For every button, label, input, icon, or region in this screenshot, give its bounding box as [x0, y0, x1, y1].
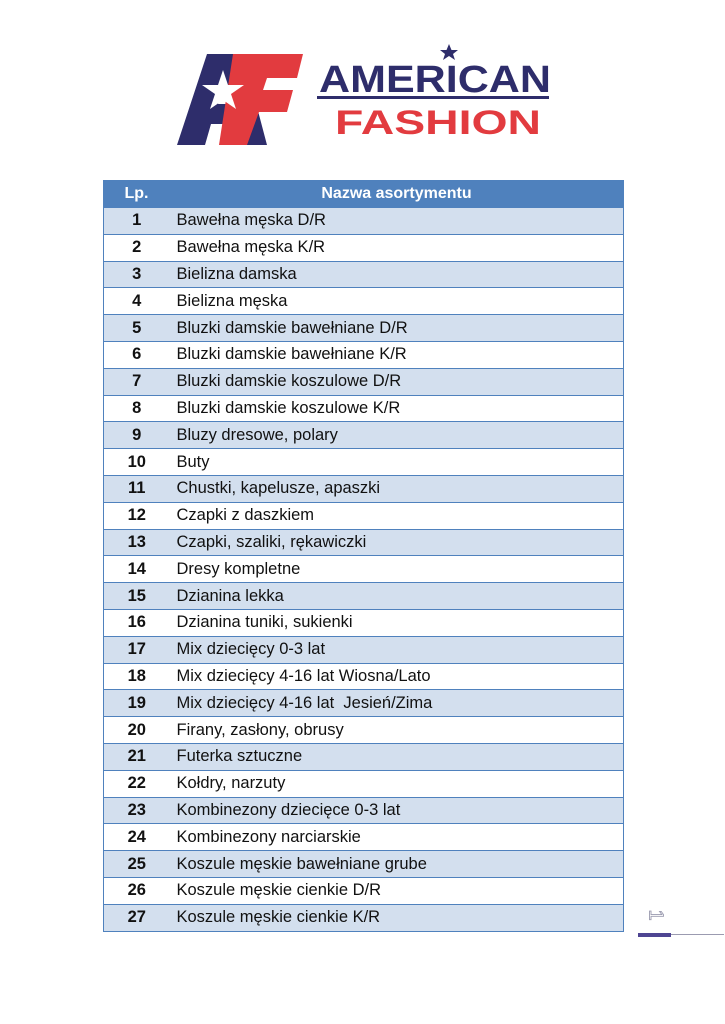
row-item-name: Bluzy dresowe, polary	[170, 422, 624, 449]
row-number: 3	[104, 261, 170, 288]
page-number-text: 1	[644, 909, 667, 921]
table-row	[104, 824, 624, 851]
row-number: 18	[104, 663, 170, 690]
table-row	[104, 556, 624, 583]
row-item-name: Czapki, szaliki, rękawiczki	[170, 529, 624, 556]
table-row	[104, 663, 624, 690]
row-number: 14	[104, 556, 170, 583]
table-row	[104, 502, 624, 529]
row-number: 20	[104, 717, 170, 744]
assortment-table	[103, 180, 624, 932]
row-number: 27	[104, 904, 170, 931]
table-row	[104, 475, 624, 502]
table-row	[104, 422, 624, 449]
row-item-name: Bielizna damska	[170, 261, 624, 288]
footer-accent-bar	[638, 933, 671, 937]
row-number: 12	[104, 502, 170, 529]
table-row	[104, 315, 624, 342]
table-row	[104, 583, 624, 610]
row-number: 24	[104, 824, 170, 851]
table-header-row	[104, 181, 624, 208]
row-item-name: Mix dziecięcy 4-16 lat Wiosna/Lato	[170, 663, 624, 690]
table-row	[104, 395, 624, 422]
logo-line1: AMERICAN	[319, 59, 551, 101]
row-number: 11	[104, 475, 170, 502]
table-row	[104, 609, 624, 636]
logo-line2: FASHION	[335, 104, 541, 142]
row-item-name: Buty	[170, 449, 624, 476]
row-number: 22	[104, 770, 170, 797]
table-row	[104, 449, 624, 476]
row-item-name: Bluzki damskie bawełniane D/R	[170, 315, 624, 342]
row-item-name: Futerka sztuczne	[170, 743, 624, 770]
row-number: 13	[104, 529, 170, 556]
table-row	[104, 743, 624, 770]
table-row	[104, 770, 624, 797]
row-item-name: Firany, zasłony, obrusy	[170, 717, 624, 744]
row-number: 6	[104, 341, 170, 368]
row-number: 2	[104, 234, 170, 261]
row-item-name: Bluzki damskie koszulowe K/R	[170, 395, 624, 422]
row-item-name: Bawełna męska K/R	[170, 234, 624, 261]
row-number: 1	[104, 208, 170, 235]
row-item-name: Dzianina tuniki, sukienki	[170, 609, 624, 636]
row-item-name: Bluzki damskie bawełniane K/R	[170, 341, 624, 368]
header-name: Nazwa asortymentu	[170, 181, 624, 208]
row-number: 9	[104, 422, 170, 449]
row-item-name: Mix dziecięcy 4-16 lat Jesień/Zima	[170, 690, 624, 717]
row-item-name: Chustki, kapelusze, apaszki	[170, 475, 624, 502]
row-number: 25	[104, 851, 170, 878]
row-number: 19	[104, 690, 170, 717]
row-item-name: Koszule męskie bawełniane grube	[170, 851, 624, 878]
row-number: 21	[104, 743, 170, 770]
table-row	[104, 368, 624, 395]
row-item-name: Kołdry, narzuty	[170, 770, 624, 797]
header-lp: Lp.	[104, 181, 170, 208]
row-number: 5	[104, 315, 170, 342]
row-number: 4	[104, 288, 170, 315]
row-number: 10	[104, 449, 170, 476]
row-item-name: Koszule męskie cienkie D/R	[170, 877, 624, 904]
table-row	[104, 904, 624, 931]
page-number	[644, 904, 670, 926]
row-item-name: Bawełna męska D/R	[170, 208, 624, 235]
table-row	[104, 690, 624, 717]
row-number: 7	[104, 368, 170, 395]
table-row	[104, 208, 624, 235]
brand-logo	[175, 40, 555, 148]
row-number: 15	[104, 583, 170, 610]
row-item-name: Bluzki damskie koszulowe D/R	[170, 368, 624, 395]
row-item-name: Dresy kompletne	[170, 556, 624, 583]
table-row	[104, 717, 624, 744]
table-row	[104, 851, 624, 878]
table-row	[104, 877, 624, 904]
row-item-name: Kombinezony narciarskie	[170, 824, 624, 851]
table-row	[104, 261, 624, 288]
row-item-name: Koszule męskie cienkie K/R	[170, 904, 624, 931]
row-number: 8	[104, 395, 170, 422]
table-row	[104, 234, 624, 261]
table-row	[104, 341, 624, 368]
table-row	[104, 529, 624, 556]
table-row	[104, 288, 624, 315]
row-item-name: Bielizna męska	[170, 288, 624, 315]
row-number: 17	[104, 636, 170, 663]
row-number: 16	[104, 609, 170, 636]
table-row	[104, 636, 624, 663]
row-item-name: Kombinezony dziecięce 0-3 lat	[170, 797, 624, 824]
row-number: 23	[104, 797, 170, 824]
row-item-name: Dzianina lekka	[170, 583, 624, 610]
row-item-name: Czapki z daszkiem	[170, 502, 624, 529]
row-item-name: Mix dziecięcy 0-3 lat	[170, 636, 624, 663]
table-row	[104, 797, 624, 824]
row-number: 26	[104, 877, 170, 904]
